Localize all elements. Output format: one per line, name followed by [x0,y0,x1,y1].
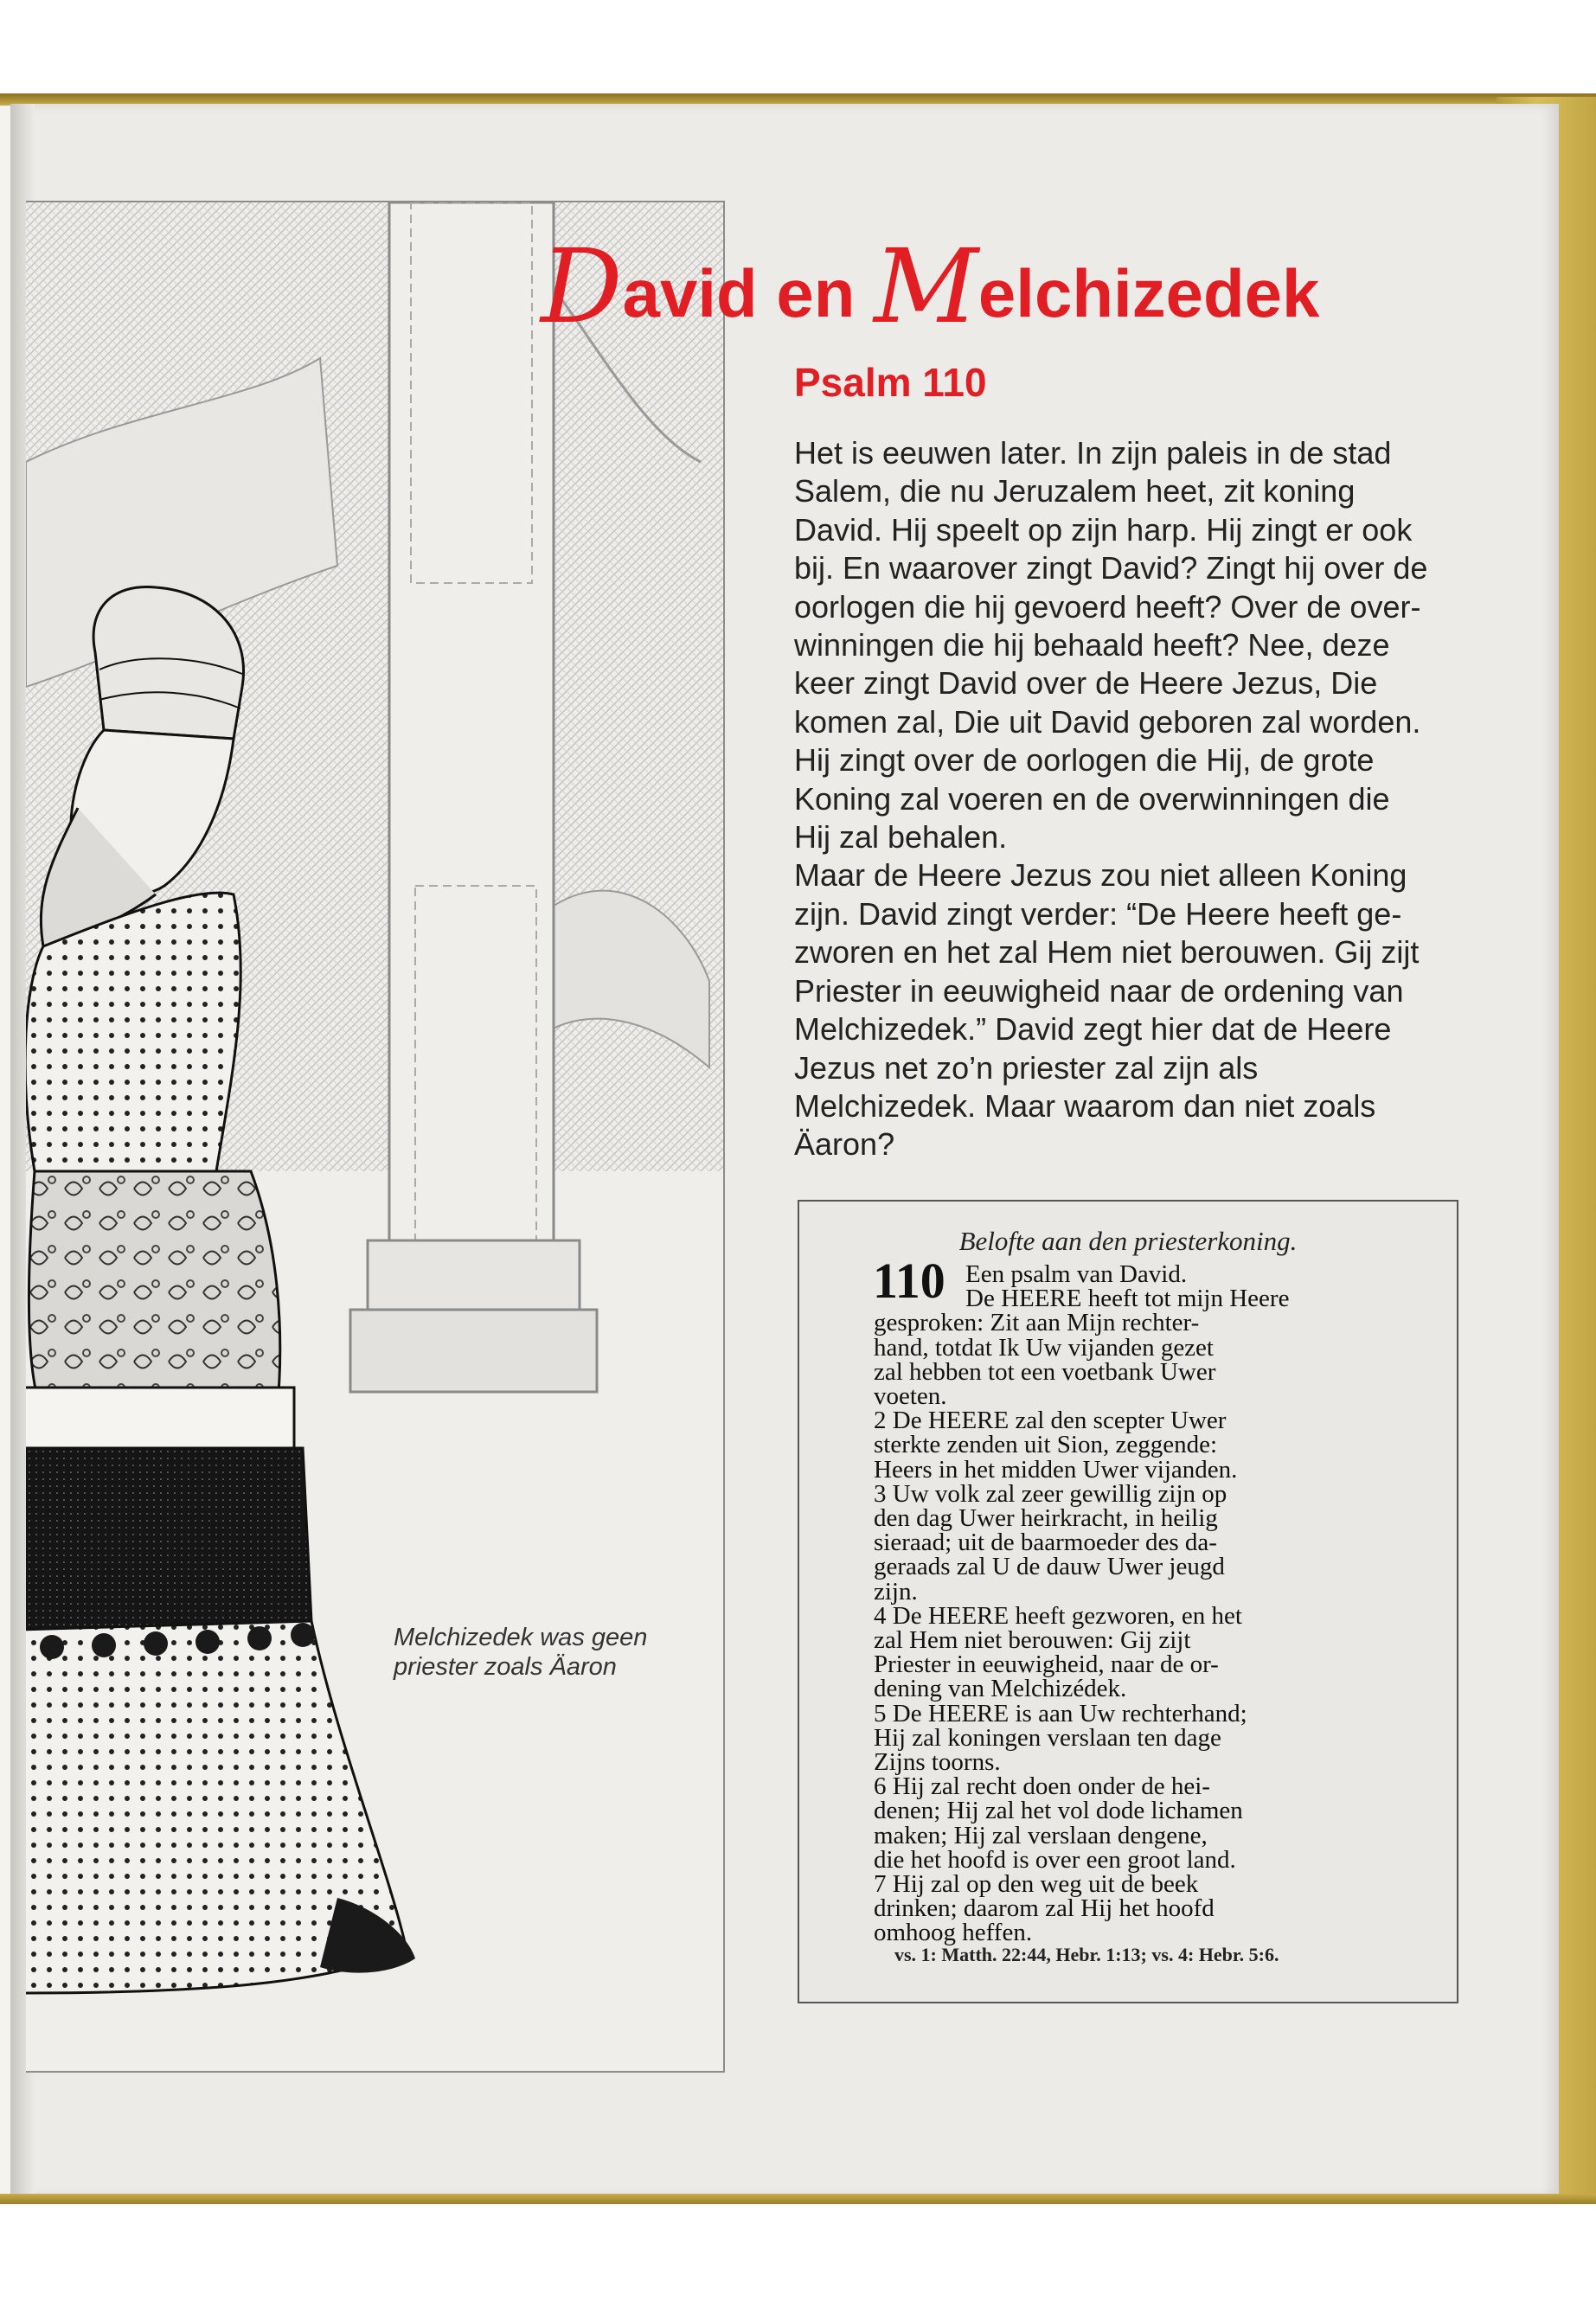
melchizedek-illustration [26,202,723,2071]
psalm-line: 4 De HEERE heeft gezworen, en het [874,1601,1242,1630]
body-line: Priester in eeuwigheid naar de ordening van [794,972,1404,1009]
psalm-line: dening van Melchizédek. [874,1675,1127,1703]
psalm-line: 2 De HEERE zal den scepter Uwer [874,1407,1227,1435]
body-line: oorlogen die hij gevoerd heeft? Over de over- [794,588,1421,625]
psalm-heading: Belofte aan den priesterkoning. [958,1226,1298,1256]
body-line: Salem, die nu Jeruzalem heet, zit koning [794,473,1356,510]
caption-line: Melchizedek was geen [394,1624,648,1651]
scan-bottom-margin [0,2204,1596,2301]
psalm-line: drinken; daarom zal Hij het hoofd [874,1894,1215,1923]
psalm-line: Een psalm van David. [965,1260,1188,1288]
title-part-2: elchizedek [977,255,1320,331]
psalm-line: De HEERE heeft tot mijn Heere [965,1285,1290,1313]
psalm-verses [874,1262,1393,1945]
psalm-line: zijn. [874,1577,918,1606]
psalm-line: Heers in het midden Uwer vijanden. [874,1455,1238,1484]
body-line: Hij zal behalen. [794,819,1008,856]
psalm-line: omhoog heffen. [874,1919,1033,1947]
psalm-line: Priester in eeuwigheid, naar de or- [874,1650,1219,1679]
psalm-line: sieraad; uit de baarmoeder des da- [874,1529,1217,1557]
body-line: Melchizedek. Maar waarom dan niet zoals [794,1087,1376,1124]
psalm-line: denen; Hij zal het vol dode lichamen [874,1797,1243,1825]
psalm-line: die het hoofd is over een groot land. [874,1845,1236,1874]
body-line: zworen en het zal Hem niet berouwen. Gij zijt [794,934,1420,971]
psalm-line: Zijns toorns. [874,1748,1001,1777]
body-line: Hij zingt over de oorlogen die Hij, de grote [794,742,1375,779]
psalm-line: Hij zal koningen verslaan ten dage [874,1723,1221,1752]
page-title [541,227,1518,346]
psalm-line: 7 Hij zal op den weg uit de beek [874,1870,1199,1899]
body-text [794,434,1486,1164]
caption-line: priester zoals Äaron [394,1653,617,1681]
psalm-line: 3 Uw volk zal zeer gewillig zijn op [874,1479,1227,1508]
illustration-caption [394,1623,688,1682]
title-initial-d: D [541,227,623,346]
psalm-line: voeten. [874,1382,947,1411]
psalm-line: maken; Hij zal verslaan dengene, [874,1821,1208,1849]
psalm-line: 5 De HEERE is aan Uw rechterhand; [874,1699,1247,1727]
body-line: Maar de Heere Jezus zou niet alleen Koning [794,857,1407,894]
body-line: Koning zal voeren en de overwinningen die [794,780,1390,817]
title-initial-m: M [874,227,978,346]
body-line: komen zal, Die uit David geboren zal worden. [794,703,1421,740]
psalm-line: den dag Uwer heirkracht, in heilig [874,1504,1218,1533]
body-line: Jezus net zo’n priester zal zijn als [794,1049,1259,1086]
psalm-line: hand, totdat Ik Uw vijanden gezet [874,1333,1214,1362]
body-line: David. Hij speelt op zijn harp. Hij zingt er ook [794,511,1413,548]
psalm-line: geraads zal U de dauw Uwer jeugd [874,1553,1225,1581]
body-line: Melchizedek.” David zegt hier dat de Heere [794,1011,1392,1048]
body-line: zijn. David zingt verder: “De Heere heeft ge- [794,895,1402,932]
psalm-line: zal Hem niet berouwen: Gij zijt [874,1626,1191,1655]
title-part-1: avid en [622,255,875,331]
body-line: bij. En waarover zingt David? Zingt hij over de [794,550,1428,586]
scan-top-margin [0,0,1596,97]
cross-references: vs. 1: Matth. 22:44, Hebr. 1:13; vs. 4: Hebr. 5:6. [894,1944,1279,1965]
illustration-frame [26,201,725,2073]
psalm-line: gesproken: Zit aan Mijn rechter- [874,1309,1200,1337]
psalm-line: zal hebben tot een voetbank Uwer [874,1357,1216,1386]
body-line: keer zingt David over de Heere Jezus, Die [794,665,1378,702]
body-line: winningen die hij behaald heeft? Nee, deze [794,627,1390,663]
psalm-number: 110 [873,1253,945,1309]
body-line: Äaron? [794,1126,895,1163]
psalm-line: sterkte zenden uit Sion, zeggende: [874,1431,1218,1459]
body-line: Het is eeuwen later. In zijn paleis in de stad [794,435,1392,471]
psalm-text-box [798,1200,1458,2003]
page-subtitle: Psalm 110 [794,360,987,405]
psalm-line: 6 Hij zal recht doen onder de hei- [874,1772,1210,1801]
